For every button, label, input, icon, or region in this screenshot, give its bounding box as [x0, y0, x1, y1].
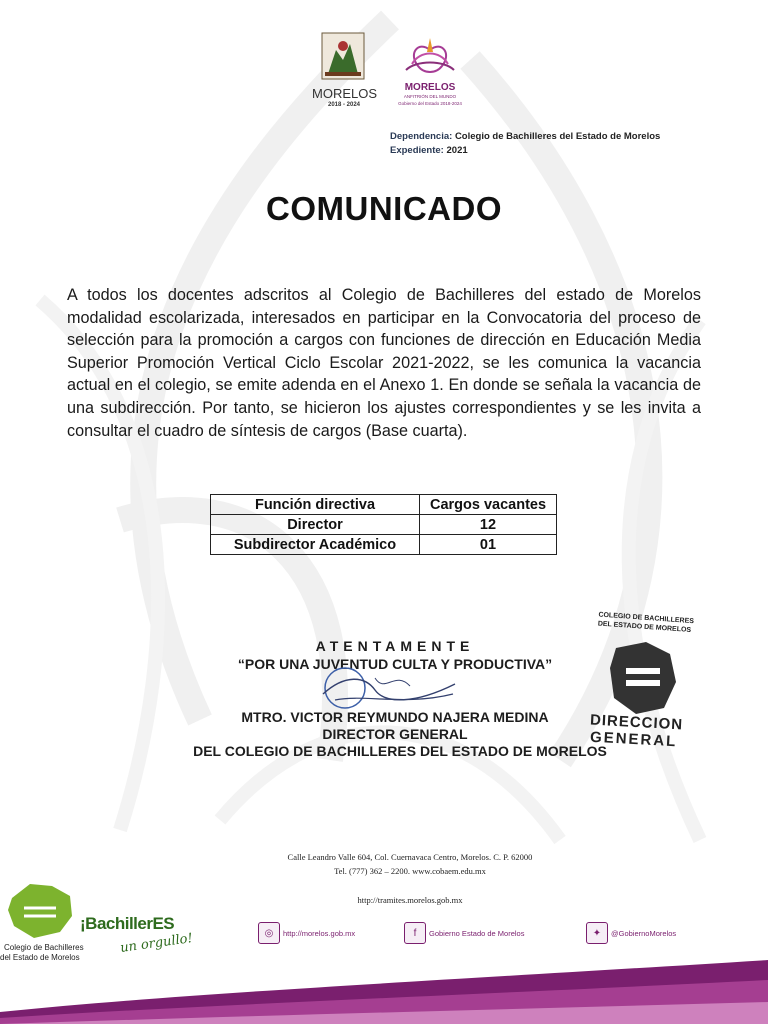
footer-tramites-link[interactable]: http://tramites.morelos.gob.mx — [357, 895, 463, 905]
signer-name: MTRO. VICTOR REYMUNDO NAJERA MEDINA — [241, 709, 549, 725]
dependencia-label: Dependencia: — [390, 131, 453, 142]
social-link-twitter[interactable] — [586, 922, 676, 944]
social-label: @GobiernoMorelos — [611, 928, 677, 938]
document-title: COMUNICADO — [266, 190, 502, 227]
footer-wave-decoration — [0, 952, 768, 1024]
stamp-line2: GENERAL — [589, 728, 678, 751]
table-header-row — [211, 495, 557, 515]
instagram-icon: ◎ — [258, 922, 280, 944]
dependencia-value: Colegio de Bachilleres del Estado de Morelos — [454, 131, 661, 142]
college-name-line2: del Estado de Morelos — [0, 953, 80, 962]
college-map-icon — [4, 880, 76, 940]
table-cell: 01 — [420, 535, 557, 555]
table-row — [211, 535, 557, 555]
twitter-icon: ✦ — [586, 922, 608, 944]
bachilleres-brand: ¡BachillerES — [80, 914, 175, 933]
shield-years: 2018 - 2024 — [327, 102, 361, 108]
table-cell: 12 — [420, 515, 557, 535]
table-header-cell: Cargos vacantes — [420, 495, 557, 515]
header-logos — [300, 30, 470, 118]
official-stamp — [586, 611, 706, 754]
footer-phone: Tel. (777) 362 – 2200. www.cobaem.edu.mx — [334, 866, 486, 876]
college-name-line1: Colegio de Bachilleres — [4, 943, 84, 952]
table-row — [211, 515, 557, 535]
signer-institution: DEL COLEGIO DE BACHILLERES DEL ESTADO DE MORELOS — [193, 743, 607, 759]
social-link-facebook[interactable] — [404, 922, 524, 944]
bachilleres-tag: un orgullo! — [119, 930, 194, 957]
social-label: Gobierno Estado de Morelos — [429, 928, 525, 938]
signature-image — [315, 664, 465, 714]
brand-tagline: ANFITRIÓN DEL MUNDO — [403, 94, 457, 99]
shield-label: MORELOS — [312, 86, 378, 101]
closing-atentamente: ATENTAMENTE — [315, 638, 475, 654]
social-label: http://morelos.gob.mx — [283, 928, 356, 938]
stamp-seal-icon — [606, 638, 680, 718]
facebook-icon: f — [404, 922, 426, 944]
brand-name: MORELOS — [404, 82, 456, 93]
document-meta — [390, 130, 660, 158]
body-paragraph: A todos los docentes adscritos al Colegio de Bachilleres del estado de Morelos modalidad escolarizada, interesados en participar en la Convocatoria del proceso de selección para la promoción a cargos con funciones de dirección en Educación Media Superior Promoción Vertical Ciclo Escolar 2021-2022, se les comunica la vacancia actual en el colegio, se emite adenda en el Anexo 1. En donde se señala la vacancia de una subdirección. Por tanto, se hicieron los ajustes correspondientes y se les invita a consultar el cuadro de síntesis de cargos (Base cuarta). — [67, 286, 701, 440]
table-cell: Subdirector Académico — [211, 535, 420, 555]
vacancies-table — [210, 494, 557, 555]
college-logo — [4, 880, 80, 944]
stamp-top-text: COLEGIO DE BACHILLERES DEL ESTADO DE MORELOS — [597, 611, 695, 635]
table-header-cell: Función directiva — [211, 495, 420, 515]
signer-role: DIRECTOR GENERAL — [322, 726, 468, 742]
expediente-label: Expediente: — [390, 145, 444, 156]
closing-motto: “POR UNA JUVENTUD CULTA Y PRODUCTIVA” — [237, 656, 553, 672]
table-cell: Director — [211, 515, 420, 535]
footer-address: Calle Leandro Valle 604, Col. Cuernavaca Centro, Morelos. C. P. 62000 — [287, 852, 533, 862]
expediente-value: 2021 — [446, 145, 468, 156]
stamp-line1: DIRECCION — [589, 711, 684, 734]
brand-sub: Gobierno del Estado 2018-2024 — [398, 101, 462, 106]
social-link-web[interactable] — [258, 922, 355, 944]
